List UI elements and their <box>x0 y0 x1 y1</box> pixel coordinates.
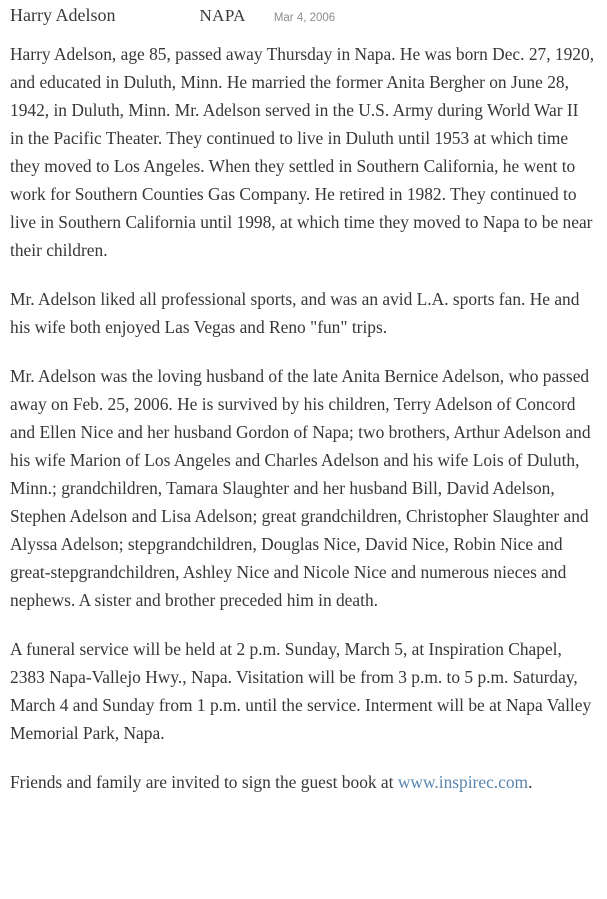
locality-label: NAPA <box>199 6 246 25</box>
published-date: Mar 4, 2006 <box>273 12 336 24</box>
guestbook-trailing-text: . <box>528 772 533 792</box>
obituary-paragraph-2: Mr. Adelson liked all professional sports, and was an avid L.A. sports fan. He and his wife both enjoyed Las Vegas and Reno "fun" trips. <box>10 289 580 337</box>
guestbook-paragraph <box>10 768 595 796</box>
guestbook-link[interactable]: www.inspirec.com <box>397 772 529 792</box>
obituary-header <box>10 0 595 30</box>
obituary-paragraph-1: Harry Adelson, age 85, passed away Thursday in Napa. He was born Dec. 27, 1920, and educated in Duluth, Minn. He married the former Anita Bergher on June 28, 1942, in Duluth, Minn. Mr. Adelson served in the U.S. Army during World War II in the Pacific Theater. They continued to live in Duluth until 1953 at which time they moved to Los Angeles. When they settled in Southern California, he went to work for Southern Counties Gas Company. He retired in 1982. They continued to live in Southern California until 1998, at which time they moved to Napa to be near their children. <box>10 44 595 260</box>
guestbook-lead-text: Friends and family are invited to sign the guest book at <box>10 772 398 792</box>
obituary-body <box>10 30 595 796</box>
obituary-paragraph-4: A funeral service will be held at 2 p.m. Sunday, March 5, at Inspiration Chapel, 2383 Napa-Vallejo Hwy., Napa. Visitation will be from 3 p.m. to 5 p.m. Saturday, March 4 and Sunday from 1 p.m. until the service. Interment will be at Napa Valley Memorial Park, Napa. <box>10 639 592 743</box>
obituary-paragraph-3: Mr. Adelson was the loving husband of the late Anita Bernice Adelson, who passed away on Feb. 25, 2006. He is survived by his children, Terry Adelson of Concord and Ellen Nice and her husband Gordon of Napa; two brothers, Arthur Adelson and his wife Marion of Los Angeles and Charles Adelson and his wife Lois of Duluth, Minn.; grandchildren, Tamara Slaughter and her husband Bill, David Adelson, Stephen Adelson and Lisa Adelson; great grandchildren, Christopher Slaughter and Alyssa Adelson; stepgrandchildren, Douglas Nice, David Nice, Robin Nice and great-stepgrandchildren, Ashley Nice and Nicole Nice and numerous nieces and nephews. A sister and brother preceded him in death. <box>10 366 591 610</box>
deceased-name: Harry Adelson <box>10 5 116 25</box>
